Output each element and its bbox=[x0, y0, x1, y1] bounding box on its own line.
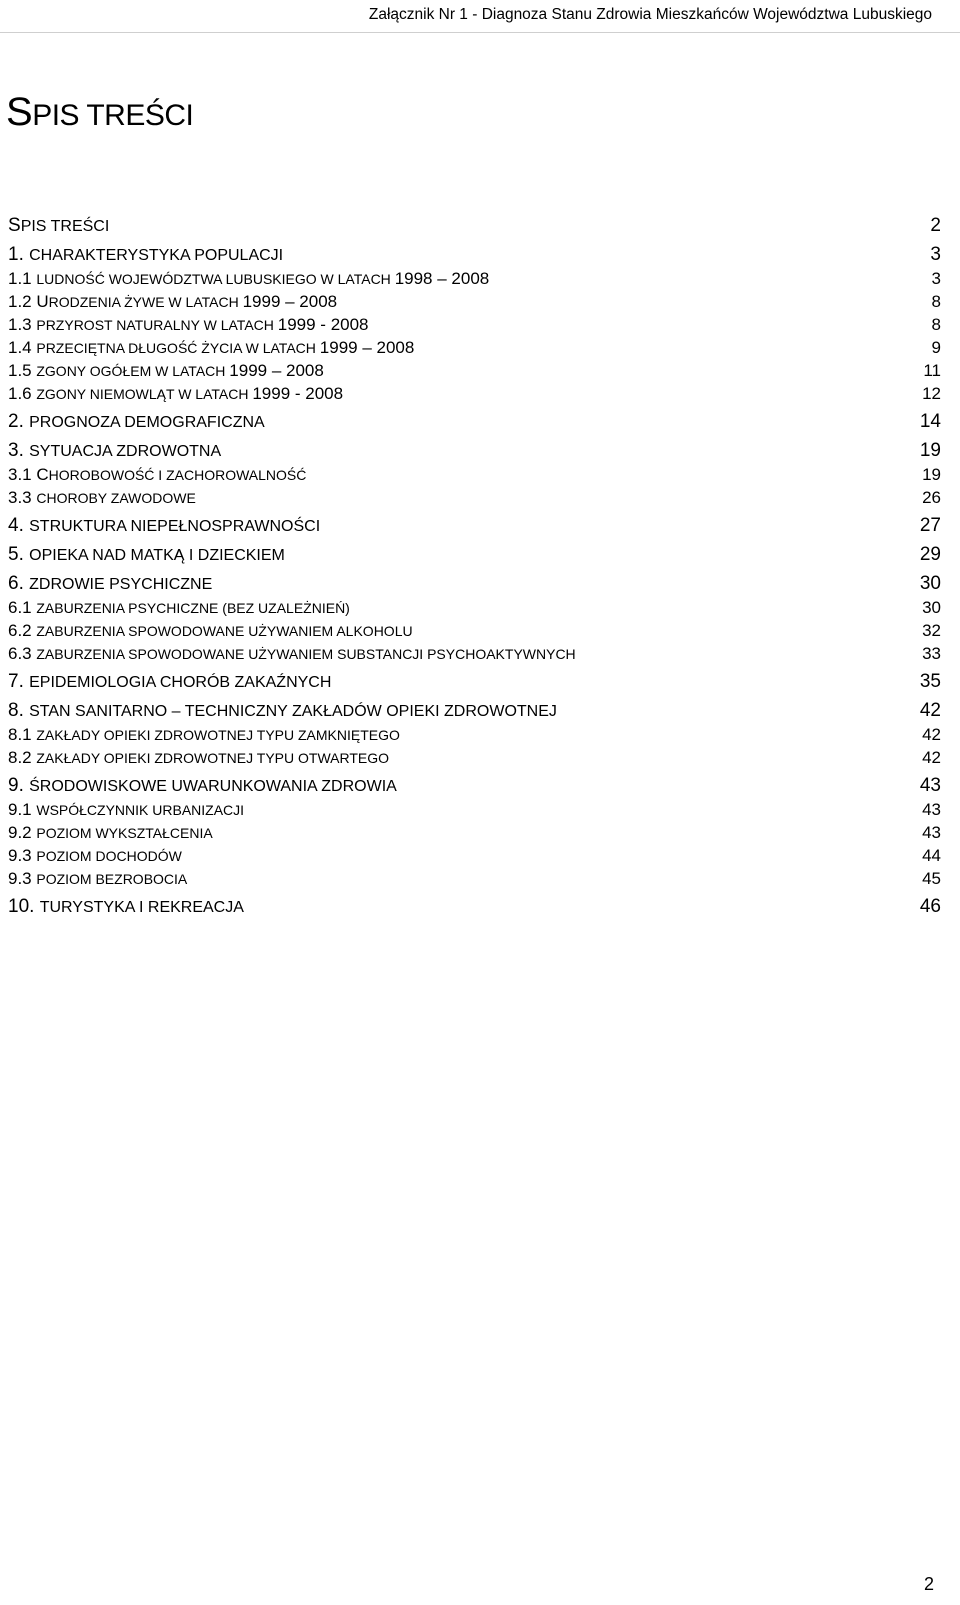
toc-entry[interactable] bbox=[8, 483, 941, 506]
toc-entry-title: ZAKŁADY OPIEKI ZDROWOTNEJ TYPU OTWARTEGO bbox=[36, 750, 389, 766]
toc-entry-title: ZABURZENIA SPOWODOWANE UŻYWANIEM ALKOHOLU bbox=[36, 623, 413, 639]
toc-entry-number: 8. bbox=[8, 700, 30, 721]
toc-entry-years: 1999 - 2008 bbox=[252, 384, 344, 403]
toc-entry[interactable] bbox=[8, 841, 941, 864]
toc-entry-title: PRZYROST NATURALNY W LATACH bbox=[36, 317, 278, 333]
toc-entry-page: 42 bbox=[922, 748, 941, 767]
toc-entry-title: RODZENIA ŻYWE W LATACH bbox=[48, 294, 243, 310]
toc-entry-title: ZGONY OGÓŁEM W LATACH bbox=[36, 363, 230, 379]
toc-entry[interactable] bbox=[8, 235, 941, 264]
toc-entry-title: PROGNOZA DEMOGRAFICZNA bbox=[29, 414, 265, 431]
toc-entry[interactable] bbox=[8, 616, 941, 639]
toc-entry-label bbox=[8, 599, 352, 616]
toc-entry-label bbox=[8, 870, 189, 887]
toc-entry-title: EPIDEMIOLOGIA CHORÓB ZAKAŹNYCH bbox=[29, 674, 332, 691]
toc-entry-label bbox=[8, 466, 308, 483]
toc-entry-label bbox=[8, 216, 111, 235]
toc-entry-number: 9.3 bbox=[8, 869, 37, 888]
toc-entry-title: ŚRODOWISKOWE UWARUNKOWANIA ZDROWIA bbox=[29, 778, 397, 795]
toc-entry[interactable] bbox=[8, 206, 941, 235]
toc-entry-number: 10. bbox=[8, 896, 40, 917]
toc-entry-label bbox=[8, 847, 184, 864]
toc-entry-number: 2. bbox=[8, 411, 30, 432]
toc-entry[interactable] bbox=[8, 379, 941, 402]
toc-entry-number: 4. bbox=[8, 515, 30, 536]
toc-entry-number: 6.2 bbox=[8, 621, 37, 640]
toc-entry-title: STRUKTURA NIEPEŁNOSPRAWNOŚCI bbox=[29, 518, 321, 535]
toc-entry-title: OPIEKA NAD MATKĄ I DZIECKIEM bbox=[29, 547, 285, 564]
toc-entry-years: 1999 – 2008 bbox=[242, 292, 338, 311]
toc-entry-label bbox=[8, 293, 339, 310]
toc-entry-page: 19 bbox=[922, 465, 941, 484]
toc-entry[interactable] bbox=[8, 506, 941, 535]
toc-entry-label bbox=[8, 776, 399, 795]
toc-entry-number: 1.5 bbox=[8, 361, 37, 380]
toc-entry-page: 11 bbox=[923, 361, 941, 380]
toc-entry[interactable] bbox=[8, 431, 941, 460]
page-title bbox=[6, 90, 193, 135]
toc-entry-title: ZABURZENIA PSYCHICZNE (BEZ UZALEŻNIEŃ) bbox=[36, 600, 350, 616]
toc-entry-label bbox=[8, 645, 578, 662]
toc-entry[interactable] bbox=[8, 264, 941, 287]
toc-entry[interactable] bbox=[8, 766, 941, 795]
toc-entry-number: 8.2 bbox=[8, 748, 37, 767]
toc-entry-number: 3.1 C bbox=[8, 465, 49, 484]
toc-entry-label bbox=[8, 622, 415, 639]
toc-entry[interactable] bbox=[8, 287, 941, 310]
toc-entry-label bbox=[8, 385, 345, 402]
toc-entry-number: 1.6 bbox=[8, 384, 37, 403]
toc-entry-page: 3 bbox=[930, 244, 941, 265]
toc-entry-label bbox=[8, 245, 285, 264]
toc-entry-page: 29 bbox=[919, 544, 941, 565]
toc-entry-number: 9.3 bbox=[8, 846, 37, 865]
toc-entry[interactable] bbox=[8, 818, 941, 841]
toc-entry[interactable] bbox=[8, 720, 941, 743]
toc-entry-number: 9.1 bbox=[8, 800, 37, 819]
toc-entry-title: WSPÓŁCZYNNIK URBANIZACJI bbox=[36, 802, 245, 818]
toc-entry-label bbox=[8, 270, 491, 287]
toc-entry-title: TURYSTYKA I REKREACJA bbox=[39, 899, 244, 916]
toc-entry-number: 6.3 bbox=[8, 644, 37, 663]
toc-entry[interactable] bbox=[8, 691, 941, 720]
toc-entry-label bbox=[8, 412, 267, 431]
toc-entry-label bbox=[8, 489, 198, 506]
toc-entry[interactable] bbox=[8, 535, 941, 564]
toc-entry[interactable] bbox=[8, 564, 941, 593]
toc-entry-number: S bbox=[8, 215, 21, 236]
toc-entry[interactable] bbox=[8, 310, 941, 333]
toc-entry-page: 43 bbox=[922, 823, 941, 842]
toc-entry-page: 35 bbox=[919, 671, 941, 692]
toc-entry-label bbox=[8, 516, 322, 535]
toc-entry-number: 9.2 bbox=[8, 823, 37, 842]
toc-entry-number: 1.1 bbox=[8, 269, 37, 288]
toc-entry-number: 1.2 U bbox=[8, 292, 49, 311]
toc-entry-years: 1999 – 2008 bbox=[229, 361, 324, 380]
toc-entry-page: 8 bbox=[931, 315, 941, 334]
toc-entry-page: 44 bbox=[922, 846, 941, 865]
toc-entry[interactable] bbox=[8, 333, 941, 356]
toc-entry-label bbox=[8, 545, 287, 564]
toc-entry-page: 43 bbox=[919, 775, 941, 796]
toc-entry-page: 27 bbox=[919, 515, 941, 536]
toc-entry-page: 42 bbox=[922, 725, 941, 744]
toc-entry-page: 9 bbox=[931, 338, 941, 357]
toc-entry-title: SYTUACJA ZDROWOTNA bbox=[29, 443, 222, 460]
toc-entry-page: 14 bbox=[919, 411, 941, 432]
toc-entry-number: 7. bbox=[8, 671, 30, 692]
toc-entry[interactable] bbox=[8, 864, 941, 887]
toc-entry[interactable] bbox=[8, 795, 941, 818]
toc-entry-label bbox=[8, 824, 215, 841]
toc-entry[interactable] bbox=[8, 639, 941, 662]
toc-entry-page: 30 bbox=[922, 598, 941, 617]
toc-entry-title: POZIOM DOCHODÓW bbox=[36, 848, 182, 864]
toc-entry[interactable] bbox=[8, 593, 941, 616]
toc-entry-page: 12 bbox=[922, 384, 941, 403]
toc-entry-label bbox=[8, 441, 223, 460]
toc-entry-number: 6. bbox=[8, 573, 30, 594]
toc-entry-label bbox=[8, 801, 246, 818]
toc-entry-number: 6.1 bbox=[8, 598, 37, 617]
toc-entry[interactable] bbox=[8, 743, 941, 766]
toc-entry-label bbox=[8, 897, 246, 916]
toc-entry-title: PIS TREŚCI bbox=[20, 218, 110, 235]
toc-entry-title: ZGONY NIEMOWLĄT W LATACH bbox=[36, 386, 253, 402]
toc-entry-label bbox=[8, 749, 391, 766]
toc-entry-number: 9. bbox=[8, 775, 30, 796]
toc-entry-number: 8.1 bbox=[8, 725, 37, 744]
toc-entry-label bbox=[8, 574, 214, 593]
toc-entry-number: 5. bbox=[8, 544, 30, 565]
toc-entry-label bbox=[8, 672, 333, 691]
toc-entry-title: PRZECIĘTNA DŁUGOŚĆ ŻYCIA W LATACH bbox=[36, 340, 320, 356]
toc-entry-number: 1.4 bbox=[8, 338, 37, 357]
toc-entry[interactable] bbox=[8, 662, 941, 691]
toc-entry-page: 33 bbox=[922, 644, 941, 663]
toc-entry-page: 8 bbox=[931, 292, 941, 311]
toc-entry-number: 1.3 bbox=[8, 315, 37, 334]
page-title-rest: PIS TREŚCI bbox=[32, 99, 194, 132]
toc-entry-page: 26 bbox=[922, 488, 941, 507]
toc-entry-years: 1998 – 2008 bbox=[394, 269, 490, 288]
toc-entry-page: 46 bbox=[919, 896, 941, 917]
toc-entry-title: ZAKŁADY OPIEKI ZDROWOTNEJ TYPU ZAMKNIĘTEGO bbox=[36, 727, 400, 743]
table-of-contents bbox=[8, 206, 941, 916]
toc-entry-title: STAN SANITARNO – TECHNICZNY ZAKŁADÓW OPIEKI ZDROWOTNEJ bbox=[29, 703, 557, 720]
toc-entry-title: ZDROWIE PSYCHICZNE bbox=[29, 576, 213, 593]
header-divider bbox=[0, 32, 960, 33]
toc-entry-number: 1. bbox=[8, 244, 30, 265]
toc-entry-page: 42 bbox=[919, 700, 941, 721]
toc-entry-title: LUDNOŚĆ WOJEWÓDZTWA LUBUSKIEGO W LATACH bbox=[36, 271, 395, 287]
toc-entry-title: POZIOM BEZROBOCIA bbox=[36, 871, 188, 887]
toc-entry-page: 3 bbox=[931, 269, 941, 288]
toc-entry-page: 30 bbox=[919, 573, 941, 594]
toc-entry-page: 32 bbox=[922, 621, 941, 640]
toc-entry-page: 43 bbox=[922, 800, 941, 819]
toc-entry-label bbox=[8, 726, 402, 743]
toc-entry-label bbox=[8, 701, 559, 720]
toc-entry-title: ZABURZENIA SPOWODOWANE UŻYWANIEM SUBSTANCJI PSYCHOAKTYWNYCH bbox=[36, 646, 576, 662]
toc-entry-years: 1999 – 2008 bbox=[319, 338, 415, 357]
page-title-initial: S bbox=[6, 90, 33, 134]
toc-entry-label bbox=[8, 362, 326, 379]
toc-entry-page: 19 bbox=[919, 440, 941, 461]
toc-entry-title: HOROBOWOŚĆ I ZACHOROWALNOŚĆ bbox=[48, 467, 307, 483]
toc-entry-title: CHOROBY ZAWODOWE bbox=[36, 490, 196, 506]
page-number: 2 bbox=[923, 1574, 934, 1594]
toc-entry-label bbox=[8, 316, 371, 333]
toc-entry-years: 1999 - 2008 bbox=[277, 315, 369, 334]
toc-entry-page: 2 bbox=[930, 215, 941, 236]
toc-entry-number: 3. bbox=[8, 440, 30, 461]
toc-entry-label bbox=[8, 339, 416, 356]
toc-entry-title: POZIOM WYKSZTAŁCENIA bbox=[36, 825, 213, 841]
toc-entry-title: CHARAKTERYSTYKA POPULACJI bbox=[29, 247, 284, 264]
toc-entry[interactable] bbox=[8, 356, 941, 379]
toc-entry-number: 3.3 bbox=[8, 488, 37, 507]
toc-entry[interactable] bbox=[8, 887, 941, 916]
toc-entry-page: 45 bbox=[922, 869, 941, 888]
toc-entry[interactable] bbox=[8, 402, 941, 431]
running-header: Załącznik Nr 1 - Diagnoza Stanu Zdrowia Mieszkańców Województwa Lubuskiego bbox=[368, 6, 932, 23]
toc-entry[interactable] bbox=[8, 460, 941, 483]
